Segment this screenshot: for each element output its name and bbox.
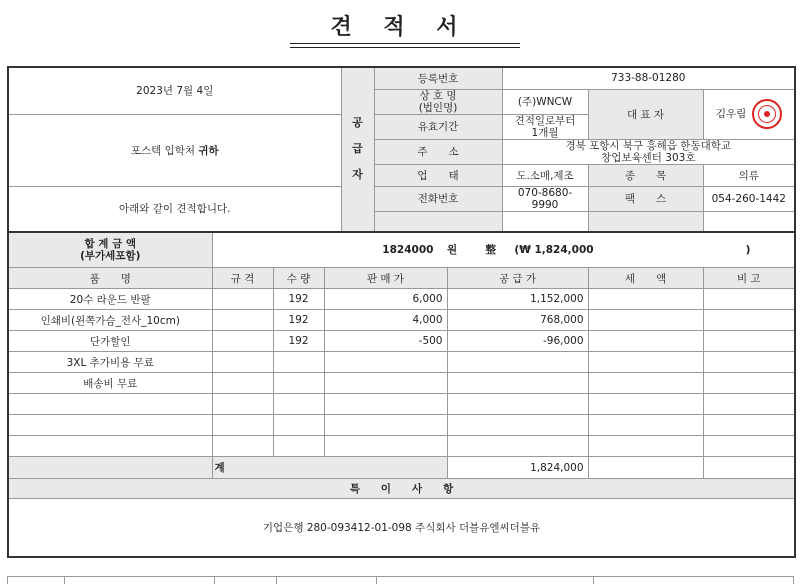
validity-value: 견적일로부터 1개월	[502, 114, 588, 139]
item-note	[703, 289, 795, 310]
item-unit-price: 4,000	[324, 310, 447, 331]
item-qty	[273, 352, 324, 373]
category-value: 의류	[703, 164, 795, 186]
item-name: 단가할인	[8, 331, 212, 352]
item-supply	[447, 415, 588, 436]
total-jeong: 整	[485, 244, 497, 257]
ceo-name: 김우림	[715, 108, 747, 121]
table-row	[8, 352, 795, 373]
item-tax	[588, 415, 703, 436]
item-name: 3XL 추가비용 무료	[8, 352, 212, 373]
item-unit-price	[324, 394, 447, 415]
item-qty	[273, 415, 324, 436]
item-supply: 768,000	[447, 310, 588, 331]
item-note	[703, 415, 795, 436]
table-row	[8, 394, 795, 415]
address-value: 경북 포항시 북구 흥해읍 한동대학교 창업보육센터 303호	[502, 139, 795, 164]
col-unit-price-header: 판 매 가	[324, 268, 447, 289]
business-type-label: 업 태	[374, 164, 502, 186]
supplier-label: 공 급 자	[341, 67, 374, 232]
item-tax	[588, 289, 703, 310]
item-note	[703, 331, 795, 352]
fax-value: 054-260-1442	[703, 186, 795, 211]
total-close-paren: )	[745, 244, 751, 257]
item-qty: 192	[273, 289, 324, 310]
business-type-value: 도.소매,제조	[502, 164, 588, 186]
item-tax	[588, 436, 703, 457]
col-qty-header: 수 량	[273, 268, 324, 289]
col-tax-header: 세 액	[588, 268, 703, 289]
total-amount-raw: 1824000	[382, 244, 434, 257]
phone-label: 전화번호	[374, 186, 502, 211]
ceo-value	[703, 89, 795, 139]
validity-label: 유효기간	[374, 114, 502, 139]
reg-no-value: 733-88-01280	[502, 67, 795, 89]
table-row	[8, 289, 795, 310]
item-spec	[212, 394, 273, 415]
company-label: 상 호 명 (법인명)	[374, 89, 502, 114]
item-supply: 1,152,000	[447, 289, 588, 310]
item-unit-price: -500	[324, 331, 447, 352]
item-note	[703, 436, 795, 457]
item-note	[703, 310, 795, 331]
col-spec-header: 규 격	[212, 268, 273, 289]
item-spec	[212, 289, 273, 310]
company-value: (주)WNCW	[502, 89, 588, 114]
item-supply	[447, 394, 588, 415]
remarks-header: 특 이 사 항	[8, 479, 795, 499]
item-spec	[212, 310, 273, 331]
total-amount-label: 합 계 금 액 (부가세포함)	[8, 232, 212, 268]
remarks-text: 기업은행 280-093412-01-098 주식회사 더블유엔씨더블유	[8, 499, 795, 557]
item-name: 20수 라운드 반팔	[8, 289, 212, 310]
item-name	[8, 436, 212, 457]
table-row	[8, 373, 795, 394]
category-label: 종 목	[588, 164, 703, 186]
item-name: 배송비 무료	[8, 373, 212, 394]
next-table-edge	[7, 576, 794, 584]
item-qty: 192	[273, 331, 324, 352]
table-row	[8, 310, 795, 331]
item-tax	[588, 394, 703, 415]
item-tax	[588, 310, 703, 331]
item-tax	[588, 373, 703, 394]
document-title: 견 적 서	[330, 15, 470, 40]
item-qty	[273, 373, 324, 394]
sum-label: 계	[212, 457, 447, 479]
item-name: 인쇄비(왼쪽가슴_전사_10cm)	[8, 310, 212, 331]
item-note	[703, 352, 795, 373]
quote-date: 2023년 7월 4일	[8, 67, 341, 114]
item-supply	[447, 352, 588, 373]
item-unit-price	[324, 352, 447, 373]
item-tax	[588, 331, 703, 352]
item-tax	[588, 352, 703, 373]
table-row	[8, 415, 795, 436]
item-spec	[212, 352, 273, 373]
address-label: 주 소	[374, 139, 502, 164]
table-row	[8, 436, 795, 457]
col-supply-header: 공 급 가	[447, 268, 588, 289]
fax-label: 팩 스	[588, 186, 703, 211]
item-unit-price	[324, 373, 447, 394]
reg-no-label: 등록번호	[374, 67, 502, 89]
item-qty: 192	[273, 310, 324, 331]
company-seal-stamp	[752, 99, 782, 129]
sum-supply: 1,824,000	[447, 457, 588, 479]
item-spec	[212, 436, 273, 457]
total-amount-formatted: (₩ 1,824,000	[514, 244, 594, 257]
title-underline-double	[290, 47, 520, 48]
recipient-honorific: 귀하	[198, 144, 219, 157]
item-spec	[212, 331, 273, 352]
recipient-name: 포스텍 입학처	[130, 144, 196, 157]
item-name	[8, 415, 212, 436]
quote-message: 아래와 같이 견적합니다.	[8, 186, 341, 231]
item-qty	[273, 436, 324, 457]
item-note	[703, 373, 795, 394]
item-spec	[212, 373, 273, 394]
table-row	[8, 331, 795, 352]
recipient	[8, 114, 341, 186]
col-item-header: 품 명	[8, 268, 212, 289]
item-unit-price	[324, 436, 447, 457]
item-name	[8, 394, 212, 415]
total-amount-row	[212, 232, 795, 268]
item-supply: -96,000	[447, 331, 588, 352]
item-supply	[447, 436, 588, 457]
total-won: 원	[447, 244, 458, 257]
item-note	[703, 394, 795, 415]
item-supply	[447, 373, 588, 394]
phone-value: 070-8680- 9990	[502, 186, 588, 211]
col-note-header: 비 고	[703, 268, 795, 289]
item-unit-price	[324, 415, 447, 436]
ceo-label: 대 표 자	[588, 89, 703, 139]
item-unit-price: 6,000	[324, 289, 447, 310]
item-spec	[212, 415, 273, 436]
quote-table	[7, 66, 796, 558]
title-underline	[290, 43, 520, 44]
item-qty	[273, 394, 324, 415]
